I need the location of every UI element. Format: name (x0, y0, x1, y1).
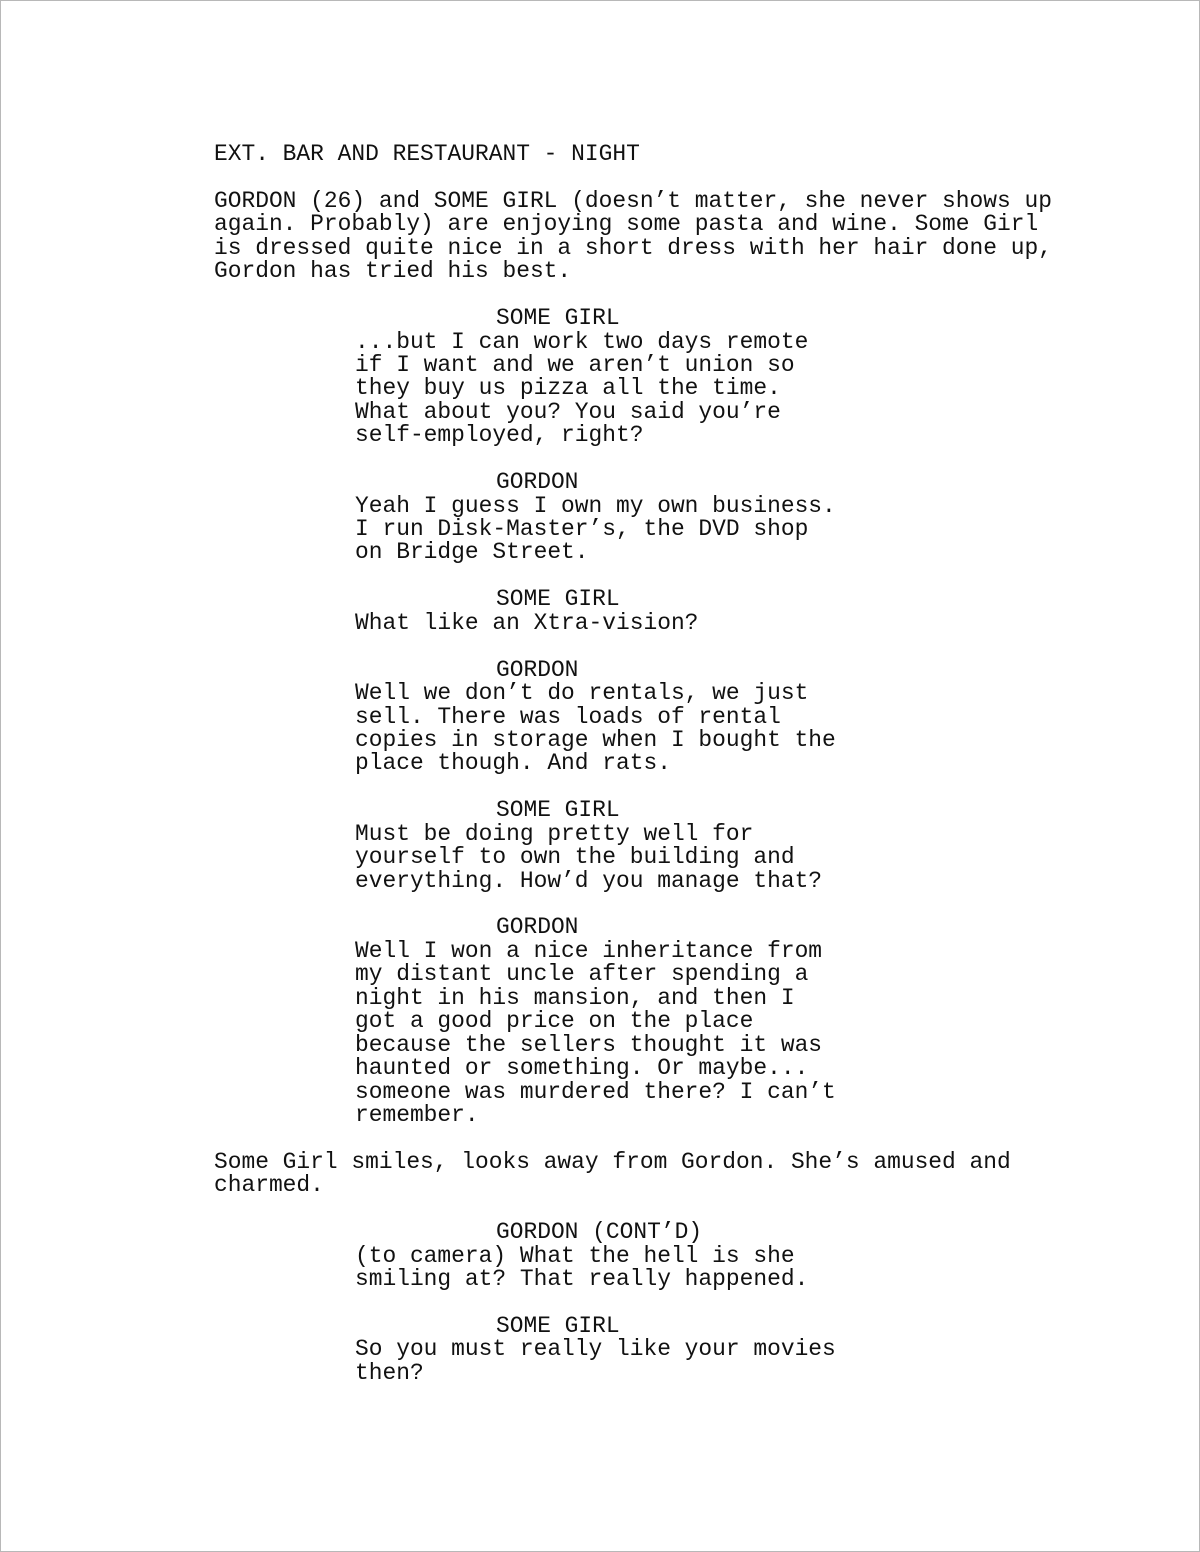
dialogue-line: ...but I can work two days remote (355, 328, 809, 355)
scene-heading-text: EXT. BAR AND RESTAURANT - NIGHT (214, 141, 640, 167)
action-paragraph (214, 1148, 1114, 1199)
dialogue-line: copies in storage when I bought the (355, 726, 836, 753)
character-name: SOME GIRL (496, 586, 620, 613)
dialogue-line: smiling at? That really happened. (355, 1266, 809, 1292)
dialogue-line: haunted or something. Or maybe... (355, 1055, 809, 1082)
dialogue-line: (to camera) What the hell is she (355, 1242, 795, 1269)
action-line: Some Girl smiles, looks away from Gordon. She’s amused and (214, 1148, 1011, 1175)
dialogue-line: What about you? You said you’re (355, 398, 781, 425)
dialogue-line: So you must really like your movies (355, 1336, 836, 1363)
dialogue-block (214, 1221, 1114, 1291)
character-name: SOME GIRL (496, 797, 620, 824)
action-line: is dressed quite nice in a short dress with her hair done up, (214, 234, 1052, 261)
action-line: GORDON (26) and SOME GIRL (doesn’t matter, she never shows up (214, 187, 1052, 214)
dialogue-line: sell. There was loads of rental (355, 703, 781, 730)
dialogue-line: then? (355, 1359, 424, 1386)
dialogue-line: remember. (355, 1101, 479, 1128)
character-name: GORDON (496, 656, 579, 683)
dialogue-block (214, 916, 1114, 1127)
action-line: Gordon has tried his best. (214, 258, 572, 285)
dialogue-line: on Bridge Street. (355, 539, 589, 566)
dialogue-line: if I want and we aren’t union so (355, 351, 795, 378)
character-name: SOME GIRL (496, 305, 620, 332)
action-line: again. Probably) are enjoying some pasta and wine. Some Girl (214, 211, 1039, 238)
dialogue-line: yourself to own the building and (355, 844, 795, 871)
dialogue-line: place though. And rats. (355, 750, 671, 777)
action-line: charmed. (214, 1172, 324, 1199)
dialogue-line: my distant uncle after spending a (355, 961, 809, 988)
action-paragraph (214, 187, 1114, 285)
dialogue-line: Must be doing pretty well for (355, 820, 754, 847)
dialogue-line: What like an Xtra-vision? (355, 609, 699, 636)
dialogue-block (214, 307, 1114, 448)
dialogue-line: Well I won a nice inheritance from (355, 937, 823, 964)
character-name: GORDON (496, 469, 579, 496)
dialogue-line: self-employed, right? (355, 422, 644, 449)
dialogue-line: I run Disk-Master’s, the DVD shop (355, 516, 809, 542)
character-name: SOME GIRL (496, 1312, 620, 1339)
dialogue-line: night in his mansion, and then I (355, 984, 795, 1011)
scene-heading (214, 143, 1114, 166)
character-name: GORDON (496, 914, 579, 941)
dialogue-block (214, 471, 1114, 565)
dialogue-line: they buy us pizza all the time. (355, 375, 781, 402)
dialogue-block (214, 588, 1114, 635)
dialogue-line: Well we don’t do rentals, we just (355, 680, 809, 707)
dialogue-block (214, 1312, 1114, 1386)
character-name: GORDON (CONT’D) (496, 1219, 703, 1246)
dialogue-block (214, 656, 1114, 777)
dialogue-block (214, 799, 1114, 893)
dialogue-line: someone was murdered there? I can’t (355, 1078, 836, 1105)
dialogue-line: Yeah I guess I own my own business. (355, 492, 836, 519)
dialogue-line: everything. How’d you manage that? (355, 867, 823, 894)
screenplay-body (214, 143, 1114, 1409)
dialogue-line: because the sellers thought it was (355, 1031, 823, 1058)
dialogue-line: got a good price on the place (355, 1008, 754, 1035)
